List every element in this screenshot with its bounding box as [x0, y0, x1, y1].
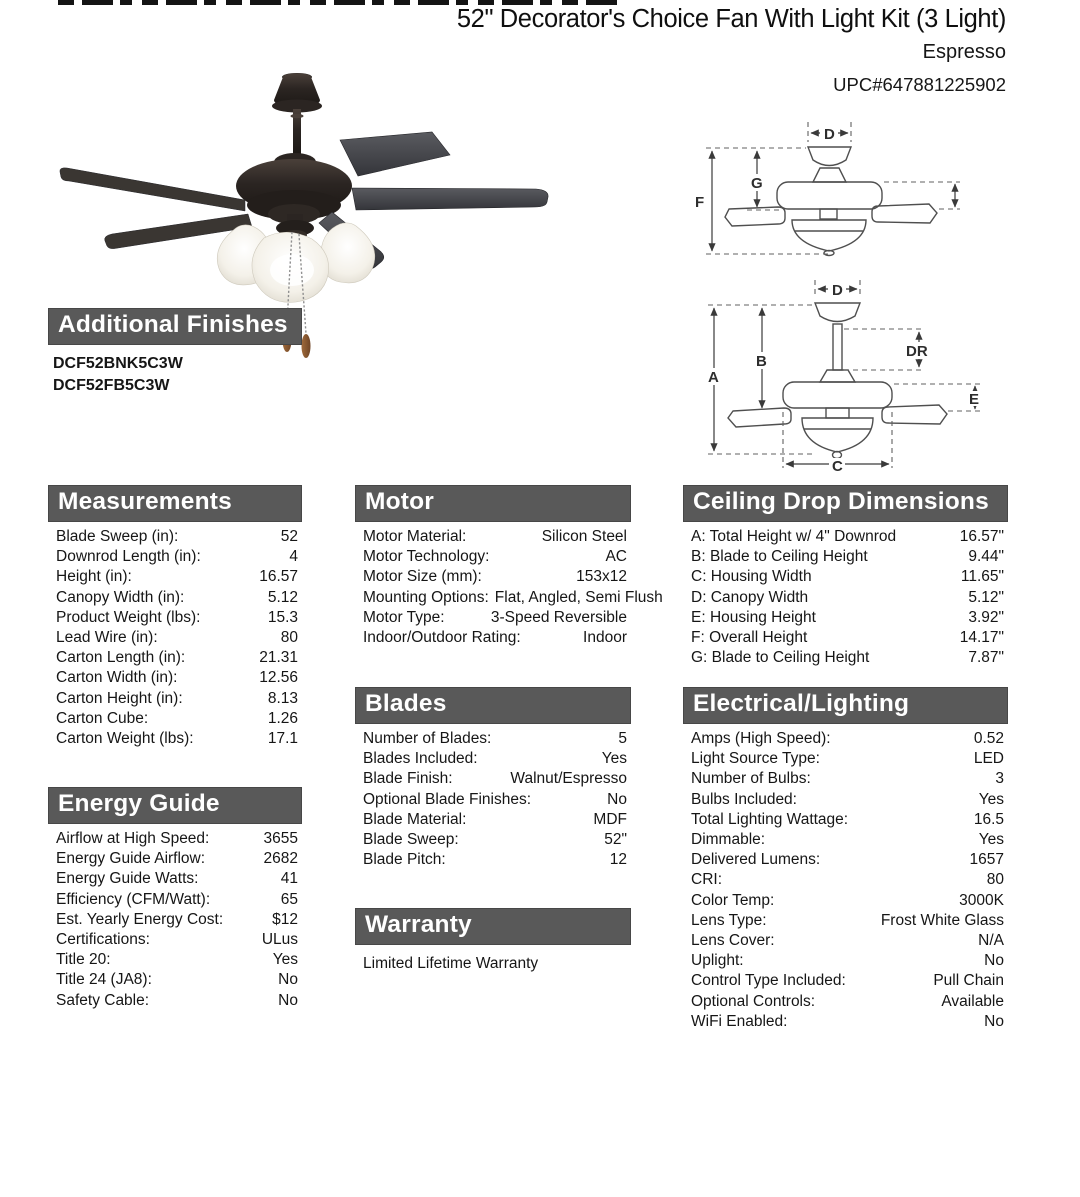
spec-value: No — [607, 790, 627, 808]
spec-value: 21.31 — [259, 649, 298, 667]
spec-label: Motor Technology: — [363, 548, 490, 566]
spec-label: Blade Sweep (in): — [56, 528, 179, 545]
spec-value: 3655 — [263, 830, 298, 847]
spec-label: Amps (High Speed): — [691, 730, 831, 747]
spec-value: 1.26 — [267, 709, 298, 727]
spec-row — [48, 567, 302, 587]
spec-rows — [48, 527, 302, 749]
spec-row — [683, 911, 1008, 931]
section-measurements — [48, 485, 302, 749]
spec-value: AC — [605, 548, 627, 566]
spec-value: $12 — [272, 910, 298, 928]
spec-value: 3-Speed Reversible — [490, 608, 627, 626]
dim-label-f: F — [695, 194, 705, 211]
spec-value: No — [984, 952, 1004, 970]
spec-label: A: Total Height w/ 4" Downrod — [691, 528, 897, 545]
spec-row — [48, 689, 302, 709]
spec-row — [683, 891, 1008, 911]
spec-value: Yes — [272, 951, 298, 969]
light-kit — [217, 214, 375, 302]
spec-row — [683, 608, 1008, 628]
spec-value: 16.57 — [259, 568, 298, 586]
spec-value: 7.87" — [968, 649, 1004, 667]
spec-label: Number of Blades: — [363, 730, 492, 747]
spec-value: Yes — [601, 750, 627, 768]
section-warranty — [355, 908, 631, 973]
spec-rows — [355, 527, 663, 648]
spec-value: No — [984, 1012, 1004, 1030]
spec-label: CRI: — [691, 871, 722, 889]
spec-value: 3000K — [959, 891, 1004, 909]
spec-label: Height (in): — [56, 568, 132, 586]
spec-row — [683, 628, 1008, 648]
spec-value: 0.52 — [973, 730, 1004, 747]
spec-row — [683, 971, 1008, 991]
dim-label-d: D — [824, 126, 835, 143]
spec-value: 80 — [280, 629, 298, 647]
spec-value: 17.1 — [267, 730, 298, 748]
spec-row — [48, 527, 302, 547]
spec-row — [355, 790, 631, 810]
spec-row — [48, 869, 302, 889]
spec-row — [48, 970, 302, 990]
spec-rows — [683, 729, 1008, 1032]
section-header: Ceiling Drop Dimensions — [683, 485, 1008, 522]
spec-row — [355, 608, 631, 628]
spec-value: 52" — [604, 831, 627, 849]
spec-label: Energy Guide Airflow: — [56, 850, 206, 868]
spec-value: Silicon Steel — [541, 528, 627, 545]
glass-shade — [321, 223, 375, 283]
spec-row — [355, 850, 631, 870]
spec-value: 12.56 — [259, 669, 298, 687]
spec-label: Efficiency (CFM/Watt): — [56, 890, 211, 908]
spec-label: Est. Yearly Energy Cost: — [56, 910, 224, 928]
spec-label: Energy Guide Watts: — [56, 870, 199, 888]
dim-label-dr: DR — [906, 343, 928, 360]
section-ceiling-drop-dimensions — [683, 485, 1008, 668]
spec-row — [683, 830, 1008, 850]
spec-row — [48, 829, 302, 849]
spec-value: 5.12 — [267, 588, 298, 606]
spec-label: Title 24 (JA8): — [56, 971, 152, 989]
spec-row — [48, 849, 302, 869]
spec-value: 80 — [986, 871, 1004, 889]
spec-row — [355, 810, 631, 830]
spec-row — [683, 951, 1008, 971]
dim-label-a: A — [708, 369, 719, 386]
spec-label: Light Source Type: — [691, 750, 820, 768]
spec-value: 3 — [995, 770, 1004, 788]
spec-row — [683, 810, 1008, 830]
spec-value: 3.92" — [968, 608, 1004, 626]
spec-row — [683, 931, 1008, 951]
spec-label: C: Housing Width — [691, 568, 812, 586]
spec-row — [683, 547, 1008, 567]
spec-value: Yes — [978, 790, 1004, 808]
spec-row — [683, 567, 1008, 587]
spec-label: E: Housing Height — [691, 608, 816, 626]
spec-label: Blades Included: — [363, 750, 478, 768]
dimension-diagram-downrod — [692, 272, 1014, 480]
spec-value: Yes — [978, 831, 1004, 849]
dim-label-c: C — [832, 458, 843, 475]
spec-row — [683, 1012, 1008, 1032]
warranty-text: Limited Lifetime Warranty — [363, 955, 539, 972]
spec-label: Number of Bulbs: — [691, 770, 811, 788]
section-header: Electrical/Lighting — [683, 687, 1008, 724]
spec-label: Color Temp: — [691, 891, 775, 909]
spec-value: 41 — [280, 870, 298, 888]
spec-label: Optional Controls: — [691, 992, 816, 1010]
fan-blade — [340, 132, 450, 176]
spec-label: Carton Height (in): — [56, 689, 183, 707]
spec-value: Available — [941, 992, 1004, 1010]
spec-label: Total Lighting Wattage: — [691, 810, 849, 828]
spec-value: 65 — [280, 890, 298, 908]
spec-row — [48, 628, 302, 648]
spec-label: Canopy Width (in): — [56, 588, 185, 606]
spec-value: LED — [973, 750, 1004, 768]
spec-label: G: Blade to Ceiling Height — [691, 649, 870, 667]
finish-name: Espresso — [922, 41, 1006, 63]
spec-row — [355, 749, 631, 769]
spec-label: Carton Width (in): — [56, 669, 178, 687]
spec-value: Pull Chain — [933, 972, 1004, 990]
spec-row — [48, 608, 302, 628]
spec-label: B: Blade to Ceiling Height — [691, 548, 868, 566]
pull-chain-pendant — [302, 334, 311, 358]
spec-row — [48, 547, 302, 567]
spec-value: 153x12 — [576, 568, 627, 586]
spec-label: Dimmable: — [691, 831, 766, 849]
spec-value: 16.57" — [959, 528, 1004, 545]
spec-label: Product Weight (lbs): — [56, 608, 201, 626]
spec-value: 9.44" — [968, 548, 1004, 566]
section-blades — [355, 687, 631, 870]
spec-value: Frost White Glass — [880, 911, 1004, 929]
spec-value: 4 — [289, 548, 298, 566]
spec-value: 5 — [618, 730, 627, 747]
spec-value: 16.5 — [973, 810, 1004, 828]
spec-row — [355, 729, 631, 749]
motor-housing — [236, 153, 352, 224]
spec-label: Mounting Options: — [363, 588, 489, 606]
section-header: Measurements — [48, 485, 302, 522]
spec-value: 8.13 — [267, 689, 298, 707]
spec-value: ULus — [261, 931, 298, 949]
spec-rows — [48, 829, 302, 1011]
spec-row — [683, 527, 1008, 547]
spec-rows — [355, 729, 631, 870]
spec-value: 1657 — [969, 851, 1004, 869]
upc-code: UPC#647881225902 — [833, 74, 1006, 95]
spec-label: Lens Cover: — [691, 932, 775, 950]
section-header: Warranty — [355, 908, 631, 945]
model-number: DCF52BNK5C3W — [53, 355, 183, 372]
spec-row — [48, 709, 302, 729]
spec-row — [355, 527, 631, 547]
spec-row — [683, 729, 1008, 749]
spec-row — [355, 830, 631, 850]
spec-label: Uplight: — [691, 952, 744, 970]
spec-value: No — [278, 971, 298, 989]
spec-label: F: Overall Height — [691, 629, 808, 647]
dim-label-b: B — [756, 353, 767, 370]
spec-row — [683, 790, 1008, 810]
spec-label: Carton Cube: — [56, 709, 149, 727]
model-number: DCF52FB5C3W — [53, 377, 170, 394]
spec-row — [683, 648, 1008, 668]
spec-row — [48, 930, 302, 950]
spec-label: Carton Weight (lbs): — [56, 730, 194, 748]
spec-value: Walnut/Espresso — [510, 770, 627, 788]
spec-value: 11.65" — [960, 568, 1004, 586]
spec-row — [355, 628, 631, 648]
spec-value: 2682 — [263, 850, 298, 868]
spec-value: 14.17" — [959, 629, 1004, 647]
spec-row — [355, 547, 631, 567]
spec-value: N/A — [978, 932, 1004, 950]
spec-label: Bulbs Included: — [691, 790, 797, 808]
spec-label: Indoor/Outdoor Rating: — [363, 629, 521, 647]
spec-label: Lens Type: — [691, 911, 767, 929]
spec-row — [48, 910, 302, 930]
spec-value: 52 — [280, 528, 298, 545]
spec-row — [683, 870, 1008, 890]
spec-row — [48, 729, 302, 749]
spec-value: 5.12" — [968, 588, 1004, 606]
spec-value: 12 — [609, 851, 627, 869]
spec-row — [683, 588, 1008, 608]
spec-rows — [683, 527, 1008, 668]
spec-label: Blade Pitch: — [363, 851, 446, 869]
section-additional-finishes — [48, 308, 302, 397]
section-electrical-lighting — [683, 687, 1008, 1032]
spec-label: Motor Type: — [363, 608, 445, 626]
page-title: 52" Decorator's Choice Fan With Light Kit (3 Light) — [456, 5, 1006, 33]
spec-label: D: Canopy Width — [691, 588, 809, 606]
spec-label: Downrod Length (in): — [56, 548, 201, 566]
spec-value: Flat, Angled, Semi Flush — [494, 588, 663, 606]
spec-row — [683, 992, 1008, 1012]
spec-label: Safety Cable: — [56, 991, 150, 1009]
spec-label: WiFi Enabled: — [691, 1012, 788, 1030]
section-motor — [355, 485, 663, 648]
spec-row — [48, 588, 302, 608]
canopy — [272, 73, 322, 155]
section-energy-guide — [48, 787, 302, 1011]
spec-row — [355, 769, 631, 789]
spec-label: Certifications: — [56, 931, 150, 949]
section-header: Blades — [355, 687, 631, 724]
section-header: Additional Finishes — [48, 308, 302, 345]
spec-label: Delivered Lumens: — [691, 851, 821, 869]
dim-label-d2: D — [832, 282, 843, 299]
spec-label: Control Type Included: — [691, 972, 846, 990]
spec-value: MDF — [593, 810, 627, 828]
spec-row — [355, 567, 631, 587]
spec-row — [48, 950, 302, 970]
spec-label: Blade Sweep: — [363, 831, 459, 849]
spec-label: Title 20: — [56, 951, 111, 969]
spec-row — [48, 668, 302, 688]
dim-label-e: E — [969, 391, 980, 408]
dim-label-g: G — [751, 175, 763, 192]
spec-label: Blade Material: — [363, 810, 467, 828]
spec-row — [683, 749, 1008, 769]
spec-row — [355, 588, 663, 608]
spec-label: Motor Material: — [363, 528, 467, 545]
spec-value: 15.3 — [267, 608, 298, 626]
spec-row — [48, 991, 302, 1011]
spec-row — [683, 850, 1008, 870]
spec-label: Optional Blade Finishes: — [363, 790, 532, 808]
spec-label: Motor Size (mm): — [363, 568, 482, 586]
spec-value: No — [278, 991, 298, 1009]
spec-label: Airflow at High Speed: — [56, 830, 210, 847]
section-header: Energy Guide — [48, 787, 302, 824]
spec-row — [48, 648, 302, 668]
spec-row — [683, 769, 1008, 789]
spec-label: Blade Finish: — [363, 770, 453, 788]
spec-label: Carton Length (in): — [56, 649, 186, 667]
model-list — [48, 353, 302, 397]
spec-value: Indoor — [583, 629, 627, 647]
spec-label: Lead Wire (in): — [56, 629, 158, 647]
spec-row — [48, 890, 302, 910]
section-header: Motor — [355, 485, 631, 522]
